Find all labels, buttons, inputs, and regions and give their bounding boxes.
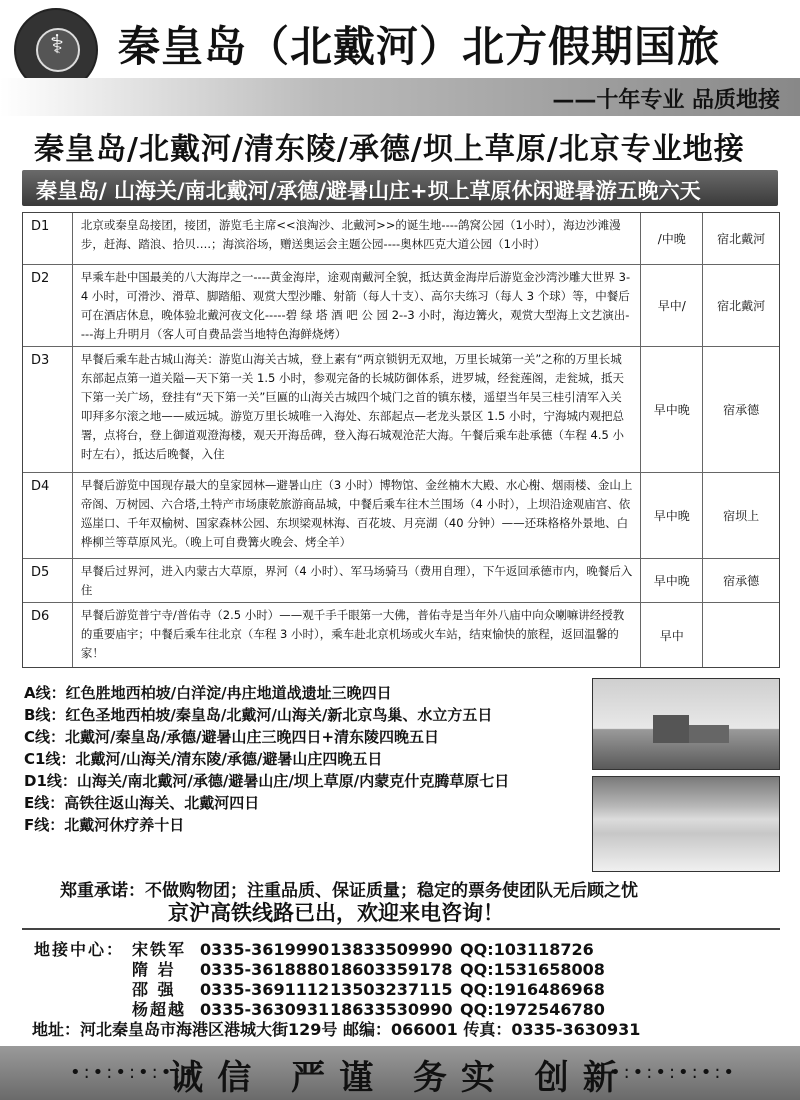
day-label: D4 [23,473,73,558]
day-meals: 早中晚 [641,473,703,558]
day-hotel [703,603,779,667]
day-description: 北京或秦皇岛接团，接团，游览毛主席<<浪淘沙、北戴河>>的诞生地----鸽窝公园（1小时），海边沙滩漫步，赶海、踏浪、拾贝….；海滨浴场，赠送奥运会主题公园----奥林匹克大道公园（1小时） [73,213,641,264]
day-hotel: 宿承德 [723,573,760,588]
list-item: F线：北戴河休疗养十日 [24,816,185,834]
contact-name: 杨超越 [132,1000,187,1019]
footer-motto: 诚信 严谨 务实 创新 [169,1058,631,1098]
contact-phone: 0335-3630931 [200,1000,330,1019]
contact-name: 隋 岩 [132,960,176,979]
contact-phone: 0335-3618880 [200,960,330,979]
tour-lines-list [24,682,584,836]
day-description: 早餐后游览普宁寺/普佑寺（2.5 小时）——观千手千眼第一大佛，普佑寺是当年外八庙中向众喇嘛讲经授教的重要庙宇；中餐后乘车往北京（车程 3 小时），乘车赴北京机场或火车站，结束愉快的旅程，返回温馨的家！ [73,603,641,667]
divider [22,928,780,930]
company-slogan: ——十年专业 品质地接 [552,88,780,113]
list-item: C线：北戴河/秦皇岛/承德/避暑山庄三晚四日+清东陵四晚五日 [24,728,440,746]
company-address: 地址：河北秦皇岛市海港区港城大街129号 邮编：066001 传真：0335-3630931 [32,1020,641,1039]
list-item: C1线：北戴河/山海关/清东陵/承德/避暑山庄四晚五日 [24,750,383,768]
day-label: D3 [23,347,73,472]
contact-phone: 0335-3619990 [200,940,330,959]
day-label: D2 [23,265,73,346]
company-name: 秦皇岛（北戴河）北方假期国旅 [118,22,721,71]
day-meals: 早中/ [641,265,703,346]
list-item: E线：高铁往返山海关、北戴河四日 [24,794,260,812]
contact-qq: QQ:1531658008 [460,960,605,979]
day-hotel: 宿承德 [723,402,760,417]
contact-mobile: 18633530990 [330,1000,453,1019]
day-meals: 早中晚 [641,559,703,602]
photo-fort-shape [653,715,689,743]
day-hotel: 宿北戴河 [717,231,766,246]
day-hotel: 宿北戴河 [717,298,766,313]
day-description: 早乘车赴中国最美的八大海岸之一----黄金海岸，途观南戴河全貌，抵达黄金海岸后游览金沙湾沙雕大世界 3-4 小时，可滑沙、滑草、脚踏船、观赏大型沙雕、射箭（每人十支）、高尔夫练习（每人 3 个球）等，中餐后可在酒店休息，晚体验北戴河夜文化-----碧 绿 塔 酒 吧 公 园 2--3 小时，海边篝火，观赏大型海上文艺演出----海上升明月（客人可自费品尝当地特色海鲜烧烤） [73,265,641,346]
day-description: 早餐后乘车赴古城山海关：游览山海关古城，登上素有“两京锁钥无双地，万里长城第一关”之称的万里长城东部起点第一道关隘—天下第一关 1.5 小时，参观完备的长城防御体系，进罗城，经瓮莲阁，走瓮城，抵天下第一关广场，登挂有“天下第一关”巨匾的山海关古城四个城门之首的镇东楼，遥望当年吴三桂引清军入关叩拜多尔滚之地——威远城。游览万里长城唯一入海处、东部起点—老龙头景区 1.5 小时，宁海城内观把总署，点将台，登上御道观澄海楼，观天开海岳碑，登入海石城观沧茫大海。午餐后乘车赴承德（车程 4.5 小时左右），抵达后晚餐，入住 [73,347,641,472]
day-meals: /中晚 [641,213,703,264]
itinerary-row-d4 [23,473,779,559]
photo-beach [592,776,780,872]
photo-wall-shape [689,725,729,743]
day-label: D6 [23,603,73,667]
day-label: D1 [23,213,73,264]
list-item: A线：红色胜地西柏坡/白洋淀/冉庄地道战遗址三晚四日 [24,684,392,702]
footer-ornament-left-icon: •:•:•:•:•:• [70,1062,198,1083]
photo-old-dragon-head [592,678,780,770]
itinerary-row-d3 [23,347,779,473]
contact-phone: 0335-3691112 [200,980,330,999]
service-promise: 郑重承诺：不做购物团；注重品质、保证质量；稳定的票务使团队无后顾之忧 [60,881,638,901]
itinerary-table [22,212,780,668]
route-title: 秦皇岛/北戴河/清东陵/承德/坝上草原/北京专业地接 [34,132,745,167]
hsr-notice: 京沪高铁线路已出，欢迎来电咨询！ [168,901,504,925]
contact-mobile: 13833509990 [330,940,453,959]
day-hotel: 宿坝上 [723,508,760,523]
logo-symbol-icon: ⚕ [50,30,65,60]
itinerary-row-d6 [23,603,779,667]
contact-qq: QQ:1972546780 [460,1000,605,1019]
day-description: 早餐后游览中国现存最大的皇家园林—避暑山庄（3 小时）博物馆、金丝楠木大殿、水心榭、烟雨楼、金山上帝阁、万树园、六合塔,土特产市场康乾旅游商品城，中餐后乘车往木兰围场（4 小时），上坝沿途观庙宫、依巡崖口、千年双榆树、国家森林公园、东坝梁观林海、百花坡、月亮湖（40 分钟）——还珠格格外景地、白桦柳兰等草原风光。（晚上可自费篝火晚会、烤全羊） [73,473,641,558]
list-item: B线：红色圣地西柏坡/秦皇岛/北戴河/山海关/新北京鸟巢、水立方五日 [24,706,493,724]
footer-ornament-right-icon: •:•:•:•:•:• [610,1062,738,1083]
contact-name: 宋铁军 [132,940,187,959]
contact-mobile: 13503237115 [330,980,453,999]
contact-qq: QQ:1916486968 [460,980,605,999]
itinerary-row-d5 [23,559,779,603]
contact-mobile: 18603359178 [330,960,453,979]
tour-title: 秦皇岛/ 山海关/南北戴河/承德/避暑山庄+坝上草原休闲避暑游五晚六天 [36,179,701,203]
day-description: 早餐后过界河，进入内蒙古大草原，界河（4 小时）、军马场骑马（费用自理），下午返回承德市内，晚餐后入住 [73,559,641,602]
contact-name: 邵 强 [132,980,176,999]
itinerary-row-d1 [23,213,779,265]
day-label: D5 [23,559,73,602]
contact-center-label: 地接中心： [34,940,125,959]
list-item: D1线：山海关/南北戴河/承德/避暑山庄/坝上草原/内蒙克什克腾草原七日 [24,772,510,790]
itinerary-row-d2 [23,265,779,347]
day-meals: 早中晚 [641,347,703,472]
contact-qq: QQ:103118726 [460,940,594,959]
day-meals: 早中 [641,603,703,667]
